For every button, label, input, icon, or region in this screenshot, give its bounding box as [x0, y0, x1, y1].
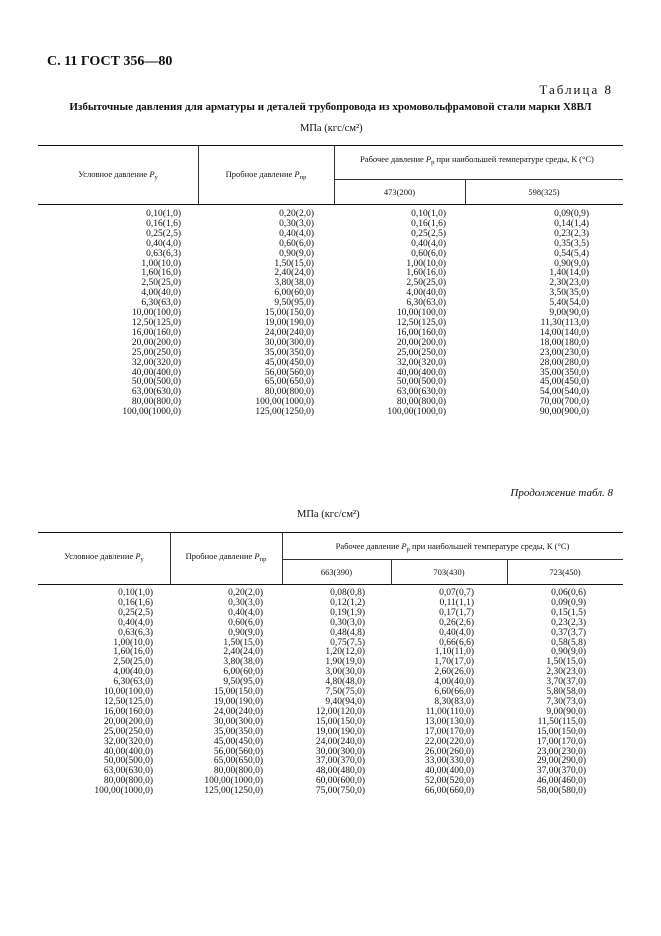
table-cell: 0,11(1,1): [439, 597, 474, 608]
table-cell: 32,00(320,0): [131, 357, 181, 368]
table-cell: 4,00(40,0): [434, 677, 474, 688]
table-cell: 12,00(120,0): [315, 706, 365, 717]
table-cell: 90,00(900,0): [539, 407, 589, 418]
table-cell: 9,00(90,0): [549, 308, 589, 319]
table-cell: 80,00(800,0): [213, 766, 263, 777]
table-cell: 0,15(1,5): [551, 607, 586, 618]
table-cell: 0,40(4,0): [279, 228, 314, 239]
table-cell: 40,00(400,0): [103, 746, 153, 757]
table-cell: 0,37(3,7): [551, 627, 586, 638]
header-temp-663: 663(390): [320, 567, 353, 577]
table-1-temp-rule: [334, 179, 623, 180]
table-cell: 45,00(450,0): [264, 357, 314, 368]
table-cell: 63,00(630,0): [396, 387, 446, 398]
table-cell: 0,48(4,8): [330, 627, 365, 638]
table-2-header-rule: [38, 584, 623, 585]
header-test-pressure: Пробное давление $P_{пр}$: [185, 551, 267, 563]
column-working-723: [537, 589, 586, 797]
table-cell: 18,00(180,0): [539, 337, 589, 348]
table-cell: 24,00(240,0): [213, 706, 263, 717]
table-cell: 0,90(9,0): [279, 248, 314, 259]
table-cell: 0,60(6,0): [279, 238, 314, 249]
table-cell: 20,00(200,0): [103, 716, 153, 727]
table-cell: 15,00(150,0): [315, 716, 365, 727]
table-title: Избыточные давления для арматуры и деталей трубопровода из хромовольфрамовой стали марки Х8ВЛ: [69, 101, 592, 113]
table-2-temp-rule: [282, 559, 623, 560]
table-cell: 1,00(10,0): [113, 637, 153, 648]
header-working-pressure: Рабочее давление $P_р$ при наибольшей температуре среды, К (°С): [335, 541, 570, 553]
table-cell: 0,66(6,6): [439, 637, 474, 648]
column-working-703: [425, 589, 474, 797]
table-cell: 1,50(15,0): [274, 258, 314, 269]
table-1-top-rule: [38, 145, 623, 146]
table-cell: 125,00(1250,0): [255, 407, 314, 418]
table-cell: 80,00(800,0): [103, 776, 153, 787]
table-cell: 56,00(560,0): [264, 367, 314, 378]
table-cell: 7,30(73,0): [546, 696, 586, 707]
table-cell: 9,50(95,0): [223, 677, 263, 688]
table-cell: 10,00(100,0): [396, 308, 446, 319]
table-cell: 0,08(0,8): [330, 588, 365, 598]
header-nominal-pressure: Условное давление $P_у$: [64, 551, 144, 563]
table-cell: 0,25(2,5): [146, 228, 181, 239]
table-cell: 0,30(3,0): [279, 218, 314, 229]
table-cell: 0,07(0,7): [439, 588, 474, 598]
table-cell: 0,60(6,0): [228, 617, 263, 628]
table-cell: 50,00(500,0): [131, 377, 181, 388]
table-cell: 20,00(200,0): [131, 337, 181, 348]
column-working-473: [387, 210, 446, 418]
table-cell: 0,10(1,0): [411, 209, 446, 219]
header-temp-598: 598(325): [528, 187, 560, 197]
table-cell: 65,00(650,0): [213, 756, 263, 767]
table-cell: 100,00(1000,0): [204, 776, 263, 787]
table-cell: 0,06(0,6): [551, 588, 586, 598]
table-cell: 0,40(4,0): [439, 627, 474, 638]
table-cell: 5,40(54,0): [549, 298, 589, 309]
table-cell: 1,40(14,0): [549, 268, 589, 279]
header-temp-703: 703(430): [433, 567, 465, 577]
table-cell: 0,40(4,0): [146, 238, 181, 249]
table-cell: 63,00(630,0): [103, 766, 153, 777]
table-cell: 60,00(600,0): [315, 776, 365, 787]
column-working-663: [316, 589, 365, 797]
table-cell: 6,00(60,0): [223, 667, 263, 678]
table-cell: 46,00(460,0): [536, 776, 586, 787]
table-cell: 0,63(6,3): [146, 248, 181, 259]
table-cell: 14,00(140,0): [539, 327, 589, 338]
table-cell: 4,80(48,0): [325, 677, 365, 688]
table-cell: 50,00(500,0): [103, 756, 153, 767]
table-cell: 6,30(63,0): [141, 298, 181, 309]
table-cell: 40,00(400,0): [131, 367, 181, 378]
table-cell: 6,60(66,0): [434, 687, 474, 698]
table-cell: 2,50(25,0): [113, 657, 153, 668]
table-cell: 1,20(12,0): [325, 647, 365, 658]
table-cell: 25,00(250,0): [396, 347, 446, 358]
table-cell: 1,10(11,0): [434, 647, 474, 658]
table-cell: 1,60(16,0): [113, 647, 153, 658]
table-cell: 16,00(160,0): [131, 327, 181, 338]
units-label: МПа (кгс/см²): [300, 123, 363, 134]
header-working-pressure: Рабочее давление $P_р$ при наибольшей температуре среды, К (°С): [360, 154, 594, 166]
table-cell: 0,10(1,0): [118, 588, 153, 598]
table-cell: 80,00(800,0): [396, 397, 446, 408]
table-cell: 66,00(660,0): [424, 786, 474, 797]
table-cell: 1,50(15,0): [546, 657, 586, 668]
table-cell: 20,00(200,0): [396, 337, 446, 348]
table-cell: 0,30(3,0): [228, 597, 263, 608]
table-cell: 56,00(560,0): [213, 746, 263, 757]
table-cell: 0,09(0,9): [551, 597, 586, 608]
table-cell: 15,00(150,0): [536, 726, 586, 737]
page-header: С. 11 ГОСТ 356—80: [47, 54, 173, 69]
column-nominal: [94, 589, 153, 797]
table-cell: 0,12(1,2): [330, 597, 365, 608]
table-cell: 0,19(1,9): [330, 607, 365, 618]
table-cell: 0,23(2,3): [551, 617, 586, 628]
table-cell: 6,30(63,0): [406, 298, 446, 309]
table-cell: 9,50(95,0): [274, 298, 314, 309]
table-cell: 125,00(1250,0): [204, 786, 263, 797]
table-cell: 80,00(800,0): [131, 397, 181, 408]
table-cell: 33,00(330,0): [424, 756, 474, 767]
table-cell: 30,00(300,0): [264, 337, 314, 348]
table-cell: 0,20(2,0): [228, 588, 263, 598]
table-cell: 48,00(480,0): [315, 766, 365, 777]
table-cell: 2,60(26,0): [434, 667, 474, 678]
table-cell: 23,00(230,0): [539, 347, 589, 358]
table-cell: 11,30(113,0): [540, 317, 589, 328]
table-cell: 12,50(125,0): [103, 696, 153, 707]
table-cell: 0,63(6,3): [118, 627, 153, 638]
table-cell: 65,00(650,0): [264, 377, 314, 388]
table-cell: 0,25(2,5): [118, 607, 153, 618]
table-cell: 7,50(75,0): [325, 687, 365, 698]
table-cell: 1,00(10,0): [406, 258, 446, 269]
table-cell: 23,00(230,0): [536, 746, 586, 757]
table-cell: 0,40(4,0): [411, 238, 446, 249]
table-cell: 17,00(170,0): [424, 726, 474, 737]
table-cell: 2,30(23,0): [549, 278, 589, 289]
table-cell: 2,40(24,0): [223, 647, 263, 658]
table-cell: 6,30(63,0): [113, 677, 153, 688]
table-cell: 11,50(115,0): [537, 716, 586, 727]
table-cell: 0,54(5,4): [554, 248, 589, 259]
table-cell: 0,20(2,0): [279, 209, 314, 219]
table-1-header-rule: [38, 204, 623, 205]
table-cell: 0,90(9,0): [554, 258, 589, 269]
table-cell: 0,10(1,0): [146, 209, 181, 219]
table-cell: 1,50(15,0): [223, 637, 263, 648]
table-cell: 0,09(0,9): [554, 209, 589, 219]
table-cell: 1,00(10,0): [141, 258, 181, 269]
table-cell: 0,75(7,5): [330, 637, 365, 648]
header-temp-473: 473(200): [383, 187, 416, 197]
table-2-top-rule: [38, 532, 623, 533]
table-cell: 30,00(300,0): [315, 746, 365, 757]
table-cell: 0,26(2,6): [439, 617, 474, 628]
table-cell: 70,00(700,0): [539, 397, 589, 408]
table-cell: 16,00(160,0): [103, 706, 153, 717]
table-cell: 29,00(290,0): [536, 756, 586, 767]
table-cell: 35,00(350,0): [213, 726, 263, 737]
table-cell: 2,40(24,0): [274, 268, 314, 279]
table-cell: 0,17(1,7): [439, 607, 474, 618]
table-cell: 1,70(17,0): [434, 657, 474, 668]
table-cell: 40,00(400,0): [396, 367, 446, 378]
table-cell: 0,16(1,6): [411, 218, 446, 229]
table-cell: 3,70(37,0): [546, 677, 586, 688]
table-cell: 15,00(150,0): [264, 308, 314, 319]
table-cell: 75,00(750,0): [315, 786, 365, 797]
table-cell: 24,00(240,0): [315, 736, 365, 747]
table-cell: 37,00(370,0): [315, 756, 365, 767]
table-cell: 0,25(2,5): [411, 228, 446, 239]
table-cell: 100,00(1000,0): [122, 407, 181, 418]
table-cell: 0,23(2,3): [554, 228, 589, 239]
table-cell: 32,00(320,0): [396, 357, 446, 368]
table-cell: 24,00(240,0): [264, 327, 314, 338]
header-test-pressure: Пробное давление $P_{пр}$: [225, 169, 307, 181]
table-cell: 0,30(3,0): [330, 617, 365, 628]
table-cell: 11,00(110,0): [425, 706, 474, 717]
table-cell: 0,58(5,8): [551, 637, 586, 648]
table-cell: 0,90(9,0): [551, 647, 586, 658]
table-cell: 40,00(400,0): [424, 766, 474, 777]
table-cell: 10,00(100,0): [131, 308, 181, 319]
table-cell: 3,80(38,0): [274, 278, 314, 289]
table-cell: 37,00(370,0): [536, 766, 586, 777]
table-cell: 35,00(350,0): [539, 367, 589, 378]
table-cell: 12,50(125,0): [131, 317, 181, 328]
table-cell: 0,40(4,0): [118, 617, 153, 628]
table-cell: 2,50(25,0): [406, 278, 446, 289]
column-working-598: [540, 210, 589, 418]
column-test: [204, 589, 263, 797]
table-cell: 13,00(130,0): [424, 716, 474, 727]
table-cell: 9,00(90,0): [546, 706, 586, 717]
table-cell: 52,00(520,0): [424, 776, 474, 787]
table-cell: 19,00(190,0): [213, 696, 263, 707]
table-cell: 1,60(16,0): [406, 268, 446, 279]
table-cell: 45,00(450,0): [539, 377, 589, 388]
continuation-title: Продолжение табл. 8: [510, 487, 613, 499]
units-label: МПа (кгс/см²): [297, 509, 360, 520]
table-cell: 12,50(125,0): [396, 317, 446, 328]
table-cell: 100,00(1000,0): [255, 397, 314, 408]
table-cell: 15,00(150,0): [213, 687, 263, 698]
table-cell: 0,35(3,5): [554, 238, 589, 249]
table-cell: 0,90(9,0): [228, 627, 263, 638]
table-cell: 0,14(1,4): [554, 218, 589, 229]
table-cell: 35,00(350,0): [264, 347, 314, 358]
table-cell: 2,30(23,0): [546, 667, 586, 678]
table-cell: 80,00(800,0): [264, 387, 314, 398]
table-cell: 0,60(6,0): [411, 248, 446, 259]
table-cell: 3,00(30,0): [325, 667, 365, 678]
table-cell: 1,90(19,0): [325, 657, 365, 668]
table-cell: 0,16(1,6): [146, 218, 181, 229]
table-cell: 9,40(94,0): [325, 696, 365, 707]
table-cell: 1,60(16,0): [141, 268, 181, 279]
table-cell: 16,00(160,0): [396, 327, 446, 338]
table-cell: 28,00(280,0): [539, 357, 589, 368]
table-cell: 32,00(320,0): [103, 736, 153, 747]
table-cell: 4,00(40,0): [406, 288, 446, 299]
table-cell: 19,00(190,0): [264, 317, 314, 328]
table-cell: 63,00(630,0): [131, 387, 181, 398]
column-test: [255, 210, 314, 418]
table-cell: 10,00(100,0): [103, 687, 153, 698]
table-cell: 100,00(1000,0): [387, 407, 446, 418]
table-cell: 8,30(83,0): [434, 696, 474, 707]
table-cell: 30,00(300,0): [213, 716, 263, 727]
table-cell: 54,00(540,0): [539, 387, 589, 398]
table-cell: 3,50(35,0): [549, 288, 589, 299]
table-cell: 100,00(1000,0): [94, 786, 153, 797]
table-cell: 17,00(170,0): [536, 736, 586, 747]
table-cell: 26,00(260,0): [424, 746, 474, 757]
table-cell: 58,00(580,0): [536, 786, 586, 797]
table-cell: 19,00(190,0): [315, 726, 365, 737]
table-cell: 45,00(450,0): [213, 736, 263, 747]
table-label: Таблица 8: [539, 82, 613, 97]
header-temp-723: 723(450): [549, 567, 581, 577]
table-cell: 6,00(60,0): [274, 288, 314, 299]
table-cell: 5,80(58,0): [546, 687, 586, 698]
table-cell: 50,00(500,0): [396, 377, 446, 388]
table-2-divider: [282, 532, 283, 585]
table-cell: 3,80(38,0): [223, 657, 263, 668]
table-cell: 0,16(1,6): [118, 597, 153, 608]
header-nominal-pressure: Условное давление $P_у$: [78, 169, 158, 181]
table-cell: 4,00(40,0): [141, 288, 181, 299]
column-nominal: [122, 210, 181, 418]
table-cell: 0,40(4,0): [228, 607, 263, 618]
table-cell: 4,00(40,0): [113, 667, 153, 678]
table-cell: 22,00(220,0): [424, 736, 474, 747]
table-cell: 25,00(250,0): [131, 347, 181, 358]
table-cell: 25,00(250,0): [103, 726, 153, 737]
table-cell: 2,50(25,0): [141, 278, 181, 289]
